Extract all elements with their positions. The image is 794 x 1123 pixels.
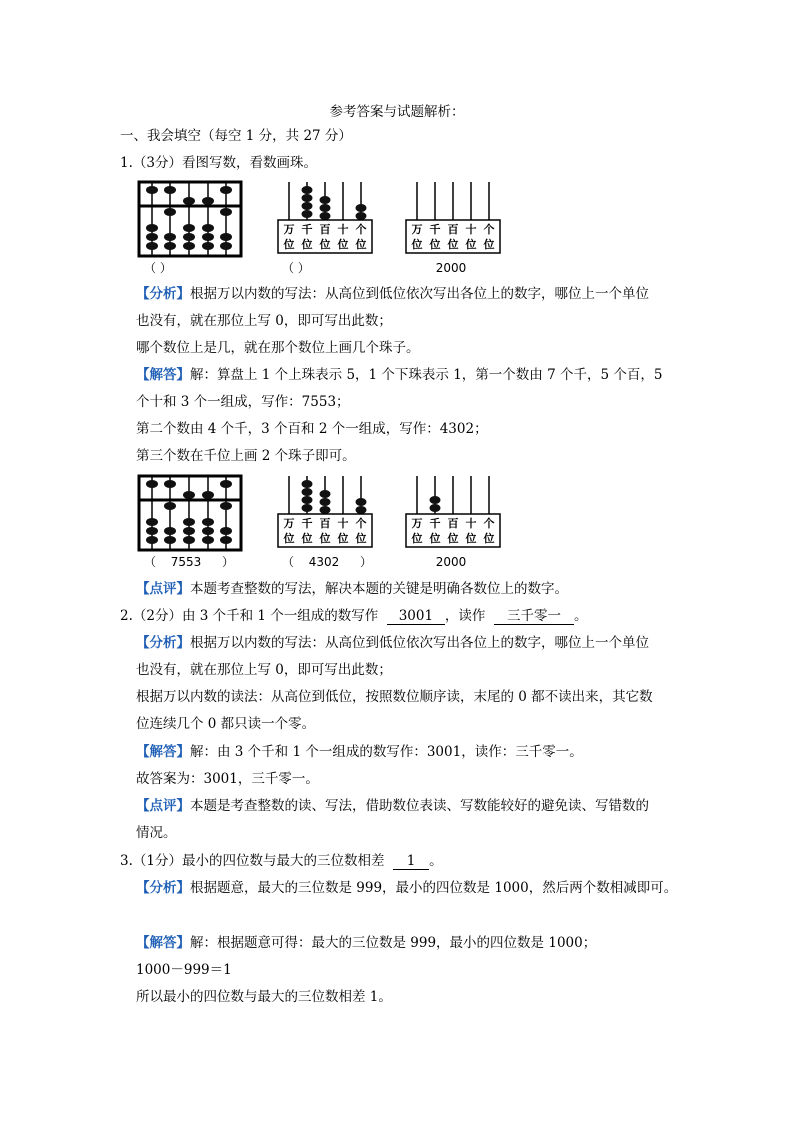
place-label: 十: [337, 223, 349, 236]
q1-solution-4: 第三个数在千位上画 2 个珠子即可。: [136, 448, 356, 464]
q3-solution-2: 1000－999＝1: [136, 962, 232, 978]
place-chart-3: [406, 182, 500, 275]
place-label: 个: [355, 223, 367, 236]
q2-comment-2: 情况。: [136, 825, 177, 841]
svg-text:）: ）: [222, 555, 235, 569]
place-label: 千: [429, 223, 441, 236]
place-word: 位: [283, 238, 295, 251]
place-word: 位: [447, 238, 459, 251]
place-label: 百: [319, 223, 331, 236]
place-label: 十: [465, 223, 477, 236]
q2-comment-1: 【点评】本题是考查整数的读、写法，借助数位表读、写数能较好的避免读、写错数的: [136, 798, 649, 814]
place-chart-answer-2: [278, 476, 372, 569]
q1-solution-3: 第二个数由 4 个千，3 个百和 2 个一组成，写作：4302；: [136, 421, 488, 437]
svg-text:2000: 2000: [435, 555, 467, 569]
q1-analysis-2: 也没有，就在那位上写 0，即可写出此数；: [136, 313, 392, 329]
abacus-answer-1: [139, 476, 241, 569]
place-label: 万: [411, 517, 423, 530]
place-word: 位: [447, 532, 459, 545]
answer-paren-2: （ ）: [282, 261, 310, 275]
q1-solution-1: 【解答】解：算盘上 1 个上珠表示 5，1 个下珠表示 1，第一个数由 7 个千，5 个百，5: [136, 367, 663, 383]
svg-text:（: （: [282, 555, 295, 569]
place-word: 位: [319, 532, 331, 545]
q2-solution-1: 【解答】解：由 3 个千和 1 个一组成的数写作：3001，读作：三千零一。: [136, 744, 583, 760]
q2-analysis-1: 【分析】根据万以内数的写法：从高位到低位依次写出各位上的数字，哪位上一个单位: [136, 635, 649, 651]
q2-solution-2: 故答案为：3001，三千零一。: [136, 771, 319, 787]
place-word: 位: [355, 532, 367, 545]
q2-blank-2: 三千零一: [494, 608, 574, 625]
q2-blank-1: 3001: [387, 608, 445, 625]
svg-text:）: ）: [360, 555, 373, 569]
q2-analysis-4: 位连续几个 0 都只读一个零。: [136, 716, 316, 732]
answer-4302: 4302: [308, 555, 340, 569]
q3-solution-1: 【解答】解：根据题意可得：最大的三位数是 999，最小的四位数是 1000；: [136, 935, 597, 951]
place-word: 位: [429, 238, 441, 251]
place-label: 万: [283, 223, 295, 236]
place-label: 百: [319, 517, 331, 530]
place-word: 位: [301, 532, 313, 545]
place-label: 千: [301, 223, 313, 236]
place-label: 个: [355, 517, 367, 530]
abacus-1: [139, 182, 241, 275]
q1-figure-question: [138, 180, 495, 278]
q3-stem: 3.（1分）最小的四位数与最大的三位数相差 1 。: [120, 853, 443, 869]
place-word: 位: [301, 238, 313, 251]
svg-text:（: （: [144, 555, 157, 569]
place-label: 百: [447, 517, 459, 530]
place-word: 位: [483, 532, 495, 545]
place-label: 千: [429, 517, 441, 530]
place-label: 万: [411, 223, 423, 236]
place-word: 位: [319, 238, 331, 251]
place-label: 十: [337, 517, 349, 530]
q2-analysis-3: 根据万以内数的读法：从高位到低位，按照数位顺序读，末尾的 0 都不读出来，其它数: [136, 689, 653, 705]
place-label: 个: [483, 223, 495, 236]
place-word: 位: [483, 238, 495, 251]
place-word: 位: [355, 238, 367, 251]
q3-analysis-1: 【分析】根据题意，最大的三位数是 999，最小的四位数是 1000，然后两个数相减即可。: [136, 880, 678, 896]
place-word: 位: [411, 238, 423, 251]
place-label: 十: [465, 517, 477, 530]
answer-7553: 7553: [170, 555, 202, 569]
q1-figure-answer: [138, 474, 495, 572]
place-label: 个: [483, 517, 495, 530]
q1-analysis-3: 哪个数位上是几，就在那个数位上画几个珠子。: [136, 340, 420, 356]
q1-analysis-1: 【分析】根据万以内数的写法：从高位到低位依次写出各位上的数字，哪位上一个单位: [136, 286, 649, 302]
place-word: 位: [337, 238, 349, 251]
place-word: 位: [465, 238, 477, 251]
given-number-2000: 2000: [435, 261, 467, 275]
q2-stem: 2.（2分）由 3 个千和 1 个一组成的数写作 3001 ，读作 三千零一 。: [120, 608, 588, 624]
q2-analysis-2: 也没有，就在那位上写 0，即可写出此数；: [136, 662, 392, 678]
place-label: 百: [447, 223, 459, 236]
place-word: 位: [465, 532, 477, 545]
q1-stem: 1.（3分）看图写数，看数画珠。: [120, 155, 317, 171]
place-word: 位: [337, 532, 349, 545]
place-label: 万: [283, 517, 295, 530]
place-word: 位: [411, 532, 423, 545]
place-chart-answer-3: [406, 476, 500, 569]
answer-paren-1: （ ）: [144, 261, 172, 275]
page-title: 参考答案与试题解析：: [329, 104, 465, 120]
q3-solution-3: 所以最小的四位数与最大的三位数相差 1。: [136, 989, 392, 1005]
q3-blank-1: 1: [393, 853, 429, 870]
place-chart-2: [278, 182, 372, 275]
q1-comment: 【点评】本题考查整数的写法，解决本题的关键是明确各数位上的数字。: [136, 581, 568, 597]
place-word: 位: [283, 532, 295, 545]
place-word: 位: [429, 532, 441, 545]
place-label: 千: [301, 517, 313, 530]
q1-solution-2: 个十和 3 个一组成，写作：7553；: [136, 394, 350, 410]
section-heading: 一、我会填空（每空 1 分，共 27 分）: [120, 128, 352, 144]
